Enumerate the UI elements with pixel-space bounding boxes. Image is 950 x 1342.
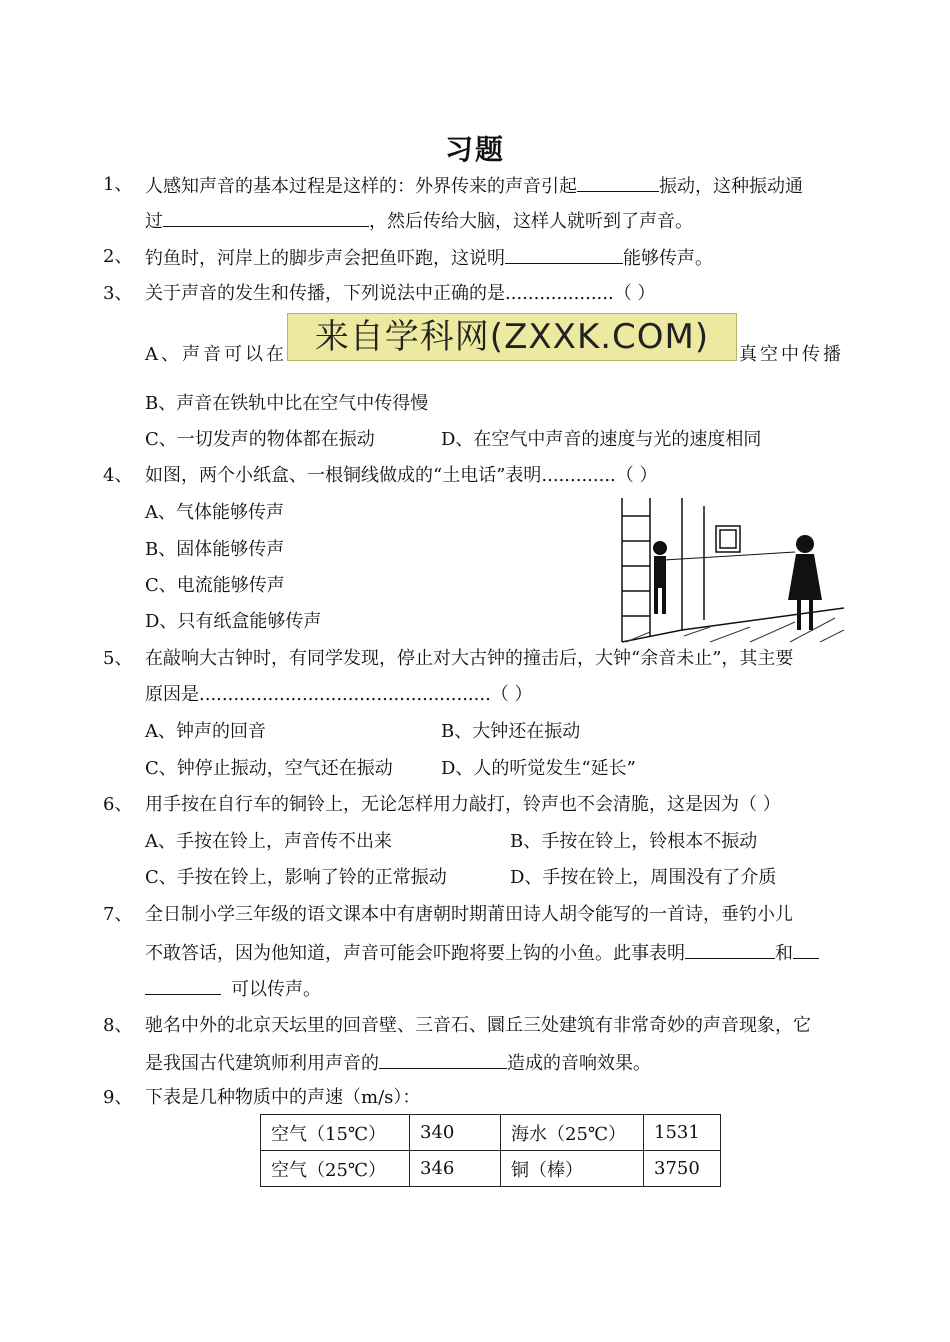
q5-option-a: A、钟声的回音 [145,721,266,742]
q7-line2 [145,940,819,966]
q3-option-d: D、在空气中声音的速度与光的速度相同 [441,429,762,450]
q5-option-b: B、大钟还在振动 [441,721,581,742]
q1-number: 1、 [103,174,133,195]
watermark-logo: 来自学科网(ZXXK.COM) [287,313,737,361]
q1-text-a: 人感知声音的基本过程是这样的：外界传来的声音引起 [145,176,577,197]
q7-line3 [145,976,321,1002]
q8-line2 [145,1050,651,1076]
q3-number: 3、 [103,283,133,304]
q3-stem: 关于声音的发生和传播，下列说法中正确的是...................（ ） [145,283,656,304]
table-row [261,1115,721,1151]
q8-text-a: 是我国古代建筑师利用声音的 [145,1053,379,1074]
q6-number: 6、 [103,794,133,815]
q3-option-a-left: A、声音可以在 [145,344,287,365]
q1-text-b: 振动，这种振动通 [659,176,803,197]
q1-line1 [145,173,803,199]
q5-number: 5、 [103,648,133,669]
table-cell: 1531 [644,1115,721,1151]
q1-blank-1[interactable] [577,173,659,192]
table-row [261,1151,721,1187]
q8-line1: 驰名中外的北京天坛里的回音壁、三音石、圜丘三处建筑有非常奇妙的声音现象，它 [145,1015,811,1036]
q7-text-a: 不敢答话，因为他知道，声音可能会吓跑将要上钩的小鱼。此事表明 [145,943,685,964]
q5-option-d: D、人的听觉发生“延长” [441,758,636,779]
q2-text-b: 能够传声。 [623,248,713,269]
q2-text-a: 钓鱼时，河岸上的脚步声会把鱼吓跑，这说明 [145,248,505,269]
q3-option-a-right: 真空中传播 [739,344,844,365]
q1-line2 [145,208,693,234]
q6-option-c: C、手按在铃上，影响了铃的正常振动 [145,867,447,888]
table-cell: 340 [410,1115,501,1151]
q2-line [145,245,713,271]
q2-blank[interactable] [505,245,623,264]
q1-blank-2[interactable] [163,208,369,227]
q4-option-a: A、气体能够传声 [145,502,284,523]
table-cell: 海水（25℃） [501,1115,644,1151]
q9-number: 9、 [103,1087,133,1108]
q7-blank-2[interactable] [793,940,819,959]
q7-line1: 全日制小学三年级的语文课本中有唐朝时期莆田诗人胡令能写的一首诗，垂钓小儿 [145,904,793,925]
table-cell: 空气（25℃） [261,1151,410,1187]
q6-option-a: A、手按在铃上，声音传不出来 [145,831,392,852]
tin-can-telephone-figure [620,496,846,644]
q8-text-b: 造成的音响效果。 [507,1053,651,1074]
q5-option-c: C、钟停止振动，空气还在振动 [145,758,393,779]
q5-line2: 原因是...................................................（ ） [145,684,533,705]
q2-number: 2、 [103,246,133,267]
q7-number: 7、 [103,904,133,925]
q6-option-d: D、手按在铃上，周围没有了介质 [510,867,777,888]
sound-speed-table [260,1114,721,1187]
q1-text-c: 过 [145,211,163,232]
q4-stem: 如图，两个小纸盒、一根铜线做成的“土电话”表明.............（ ） [145,465,658,486]
q4-option-d: D、只有纸盒能够传声 [145,611,322,632]
q3-option-c: C、一切发声的物体都在振动 [145,429,375,450]
q9-stem: 下表是几种物质中的声速（m/s）： [145,1087,421,1108]
table-cell: 346 [410,1151,501,1187]
table-cell: 3750 [644,1151,721,1187]
q7-text-b: 和 [775,943,793,964]
q7-text-c: 可以传声。 [231,979,321,1000]
table-cell: 空气（15℃） [261,1115,410,1151]
q1-text-d: ，然后传给大脑，这样人就听到了声音。 [369,211,693,232]
q7-blank-2-cont[interactable] [145,976,221,995]
page-title: 习题 [444,133,505,166]
q7-blank-1[interactable] [685,940,775,959]
q4-option-b: B、固体能够传声 [145,539,285,560]
q8-number: 8、 [103,1015,133,1036]
table-cell: 铜（棒） [501,1151,644,1187]
q6-stem: 用手按在自行车的铜铃上，无论怎样用力敲打，铃声也不会清脆，这是因为（ ） [145,794,781,815]
q4-number: 4、 [103,465,133,486]
q8-blank[interactable] [379,1050,507,1069]
q6-option-b: B、手按在铃上，铃根本不振动 [510,831,758,852]
q5-line1: 在敲响大古钟时，有同学发现，停止对大古钟的撞击后，大钟“余音未止”，其主要 [145,648,794,669]
q3-option-b: B、声音在铁轨中比在空气中传得慢 [145,393,429,414]
q4-option-c: C、电流能够传声 [145,575,285,596]
